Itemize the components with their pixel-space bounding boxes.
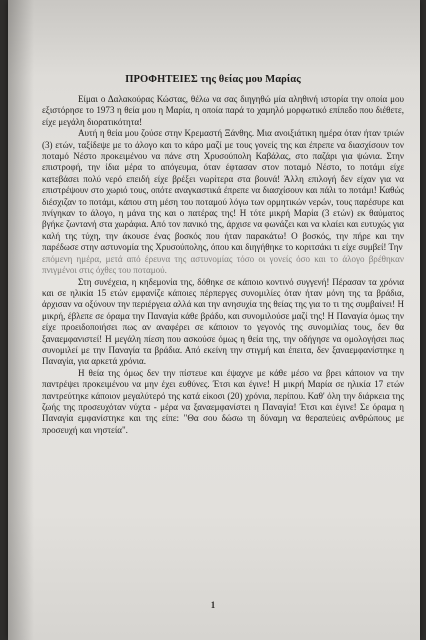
document-body (42, 94, 404, 436)
page-number: 1 (210, 600, 216, 610)
paragraph-faded-continuation: επόμενη ημέρα, μετά από έρευνα της αστυνομίας τόσο οι γονείς όσο και το άλογο βρέθηκαν πνιγμένοι στις όχθες του ποταμού. (42, 253, 404, 276)
page-title: ΠΡΟΦΗΤΕΙΕΣ της θείας μου Μαρίας (125, 74, 301, 85)
paragraph-intro: Είμαι ο Δαλακούρας Κώστας, θέλω να σας διηγηθώ μία αληθινή ιστορία την οποία μου εξιστόρησε το 1973 η θεία μου η Μαρία, η οποία παρά το χαμηλό μορφωτικό επίπεδο που διέθετε, είχε μεγάλη διορατικότητα! (42, 94, 404, 127)
paragraph-visions: Στη συνέχεια, η κηδεμονία της, δόθηκε σε κάποιο κοντινό συγγενή! Πέρασαν τα χρόνια και σε ηλικία 15 ετών εμφανίζε κάποιες πέρπεργες συνομιλίες όταν ήταν μόνη της τα βράδια, άρχισαν να οξύνουν την περιέργεια αλλά και την ανησυχία της θείας της για το τι της συμβαίνει! Η μικρή, έβλεπε σε όραμα την Παναγία κάθε βράδυ, και συνομιλούσε μαζί της! Η Παναγία όμως την είχε προειδοποιήσει πως αν αναφέρει σε κάποιον το γεγονός της συνομιλίας τους, δεν θα ξαναεμφανιστεί! Η μεγάλη πίεση που ασκούσε όμως η θεία της, την οδήγησε να ομολογήσει πως συνομιλεί με την Παναγία τα βράδια. Από εκείνη την στιγμή και έπειτα, δεν ξαναεμφανίστηκε η Παναγία, για αρκετά χρόνια. (42, 276, 404, 367)
paragraph-marriage: Η θεία της όμως δεν την πίστευε και έψαχνε με κάθε μέσο να βρει κάποιον να την παντρέψει προκειμένου να μην έχει ευθύνες. Έτσι και έγινε! Η μικρή Μαρία σε ηλικία 17 ετών παντρεύτηκε κάποιον μεγαλύτερό της κατά είκοσι (20) χρόνια, περίπου. Καθ' όλη την διάρκεια της ζωής της προσευχόταν νύχτα - μέρα να ξαναεμφανίστει η Παναγία! Έτσι και έγινε! Σε όραμα η Παναγία εμφανίστηκε και της είπε: "Θα σου δώσω τη δύναμη να θεραπεύεις ανθρώπους με προσευχή και νηστεία". (42, 367, 404, 435)
paragraph-river-story: Αυτή η θεία μου ζούσε στην Κρεμαστή Ξάνθης. Μια ανοιξιάτικη ημέρα όταν ήταν τριών (3) ετών, ταξίδεψε με το άλογο και το κάρο μαζί με τους γονείς της και έπρεπε να διασχίσουν τον ποταμό Νέστο προκειμένου να πάνε στη Χρυσούπολη Καβάλας, στο παζάρι για ψώνια. Στην επιστροφή, την ίδια μέρα το απόγευμα, όταν έφτασαν στον ποταμό Νέστο, το ποτάμι είχε κατεβάσει πολύ νερό επειδή είχε βρέξει νωρίτερα στα βουνά! Άλλη επιλογή δεν είχαν για να επιστρέψουν στο χωριό τους, οπότε αναγκαστικά έπρεπε να διασχίσουν και πάλι το ποτάμι! Καθώς διέσχιζαν το ποτάμι, κάπου στη μέση του ποταμού λόγω των ορμητικών νερών, τους παρέσυρε και πνίγηκαν το άλογο, η μάνα της και ο πατέρας της! Η τότε μικρή Μαρία (3 ετών) εκ θαύματος βγήκε ζωντανή στα χωράφια. Από τον πανικό της, άρχισε να φωνάζει και να κλαίει και ευτυχώς για καλή της τύχη, την άκουσε ένας βοσκός που ήταν παρακάτω! Ο βοσκός, την πήρε και την παρέδωσε στην αστυνομία της Χρυσούπολης, όπου και διηγήθηκε το κοριτσάκι τι είχε συμβεί! Την (42, 128, 404, 253)
